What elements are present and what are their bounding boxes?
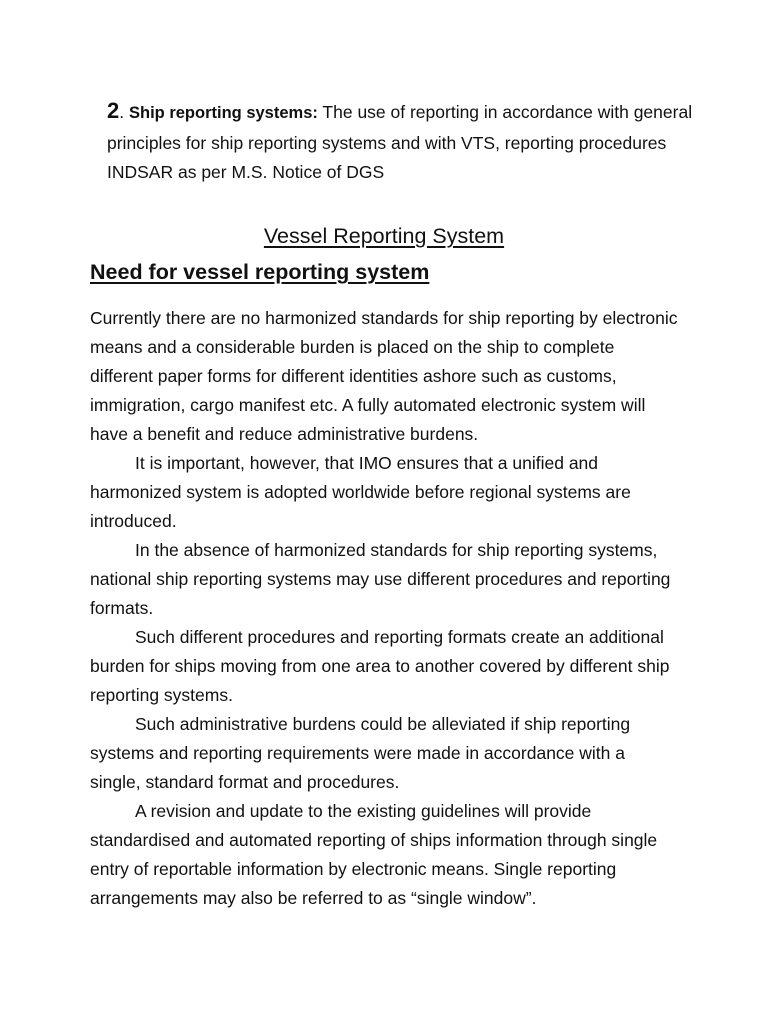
paragraph: It is important, however, that IMO ensures that a unified and harmonized system is adopted worldwide before regional systems are introduced.	[90, 453, 631, 531]
paragraph: Such different procedures and reporting formats create an additional burden for ships moving from one area to another covered by different ship reporting systems.	[90, 627, 670, 705]
paragraph: A revision and update to the existing guidelines will provide standardised and automated reporting of ships information through single entry of reportable information by electronic means. Single reporting arrangements may also be referred to as “single window”.	[90, 801, 658, 908]
document-title	[0, 221, 768, 251]
numbered-item	[107, 96, 707, 188]
paragraph: Such administrative burdens could be alleviated if ship reporting systems and reporting requirements were made in accordance with a single, standard format and procedures.	[90, 714, 631, 792]
item-label: Ship reporting systems:	[129, 104, 318, 122]
paragraph: In the absence of harmonized standards for ship reporting systems, national ship reporting systems may use different procedures and reporting formats.	[90, 540, 671, 618]
item-number-dot: .	[119, 102, 125, 122]
body-text	[90, 304, 678, 913]
section-heading-text: Need for vessel reporting system	[90, 260, 430, 284]
paragraph: Currently there are no harmonized standards for ship reporting by electronic means and a considerable burden is placed on the ship to complete different paper forms for different identities ashore such as customs, immigration, cargo manifest etc. A fully automated electronic system will have a benefit and reduce administrative burdens.	[90, 308, 678, 444]
document-title-text: Vessel Reporting System	[263, 224, 505, 248]
item-text: The use of reporting in accordance with general principles for ship reporting systems and with VTS, reporting procedures INDSAR as per M.S. Notice of DGS	[107, 102, 693, 182]
item-number: 2	[107, 98, 120, 123]
section-heading	[90, 256, 429, 288]
